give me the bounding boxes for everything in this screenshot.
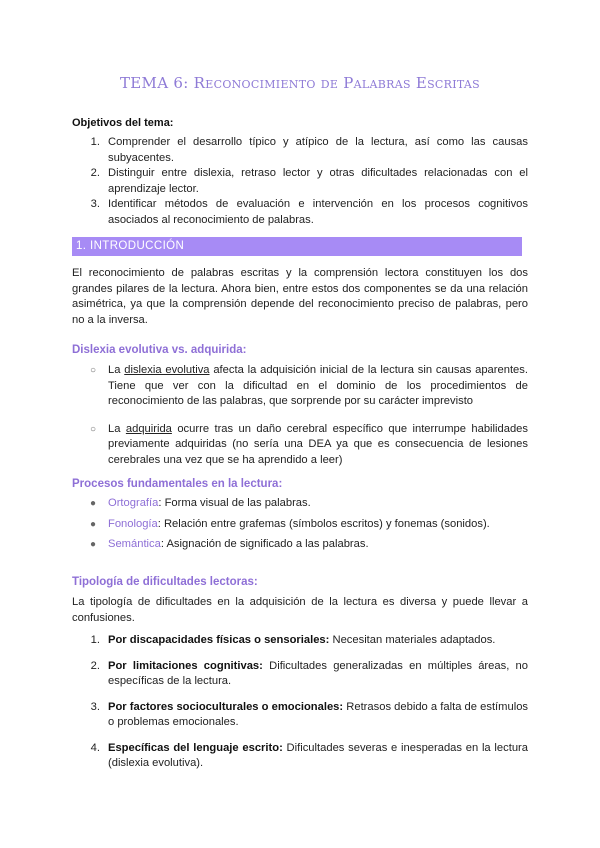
dyslexia-list [90, 363, 528, 468]
objectives-heading: Objetivos del tema: [72, 117, 174, 129]
text: Dificultades generalizadas en múltiples áreas, no específicas de la lectura. [108, 659, 528, 687]
typology-list [72, 633, 528, 782]
filled-bullet-icon: ● [90, 539, 97, 550]
list-number: 1. [90, 634, 100, 646]
processes-heading: Procesos fundamentales en la lectura: [72, 478, 283, 490]
text: : Relación entre grafemas (símbolos escritos) y fonemas (sonidos). [157, 517, 490, 530]
list-item [72, 135, 528, 166]
list-number: 2. [90, 659, 100, 672]
list-number: 3. [90, 198, 100, 210]
list-item [72, 197, 528, 228]
page-title: TEMA 6: Reconocimiento de Palabras Escritas [120, 74, 480, 92]
list-number: 4. [90, 741, 100, 754]
section-heading-bar [72, 237, 522, 256]
list-item [90, 537, 528, 553]
process-term: Semántica [108, 538, 161, 550]
list-item [90, 517, 528, 533]
text: : Forma visual de las palabras. [158, 497, 311, 509]
list-number: 3. [90, 700, 100, 713]
text: La [108, 364, 125, 376]
intro-paragraph: El reconocimiento de palabras escritas y la comprensión lectora constituyen los dos grandes pilares de la lectura. Ahora bien, entre estos dos componentes se da una relación asimétrica, ya que la comprensión depende del reconocimiento preciso de palabras, pero no a la inversa. [72, 267, 528, 326]
underlined-term: dislexia evolutiva [124, 364, 210, 376]
process-term: Ortografía [108, 497, 159, 509]
text: Retrasos debido a falta de estímulos o problemas emocionales. [108, 700, 529, 728]
bold-label: Por limitaciones cognitivas: [108, 659, 263, 672]
text: ocurre tras un daño cerebral específico que interrumpe habilidades previamente adquiridas (no sería una DEA ya que es consecuencia de lesiones cerebrales una vez que se ha aprendido a leer) [108, 422, 528, 466]
bold-label: Por factores socioculturales o emocionales: [108, 700, 344, 713]
typology-paragraph: La tipología de dificultades en la adquisición de la lectura es diversa y puede llevar a confusiones. [72, 596, 528, 624]
list-item [72, 166, 528, 197]
list-item [72, 633, 528, 649]
process-term: Fonología [108, 517, 158, 530]
list-item [90, 496, 528, 512]
list-item [72, 659, 528, 690]
list-number: 2. [90, 167, 100, 179]
circle-bullet-icon: ○ [90, 365, 97, 376]
section-heading: 1. INTRODUCCIÓN [76, 240, 185, 252]
filled-bullet-icon: ● [90, 498, 97, 509]
list-item [72, 741, 528, 772]
dyslexia-heading: Dislexia evolutiva vs. adquirida: [72, 344, 247, 356]
text: : Asignación de significado a las palabras. [160, 538, 369, 550]
circle-bullet-icon: ○ [90, 423, 97, 435]
typology-heading: Tipología de dificultades lectoras: [72, 576, 258, 588]
text: La [108, 422, 126, 435]
list-item [90, 422, 528, 469]
text: Dificultades severas e inesperadas en la lectura (dislexia evolutiva). [108, 741, 528, 769]
list-text: Identificar métodos de evaluación e intervención en los procesos cognitivos asociados al reconocimiento de palabras. [108, 198, 528, 226]
text: Necesitan materiales adaptados. [329, 634, 496, 646]
bold-label: Específicas del lenguaje escrito: [108, 741, 283, 754]
processes-list [90, 496, 528, 553]
text: afecta la adquisición inicial de la lectura sin causas aparentes. Tiene que ver con la dificultad en el dominio de los procedimientos de reconocimiento de las palabras, que sorprende por su carácter imprevisto [108, 364, 528, 407]
filled-bullet-icon: ● [90, 518, 97, 530]
bold-label: Por discapacidades físicas o sensoriales: [108, 634, 330, 646]
list-item [90, 363, 528, 410]
objectives-list [72, 135, 528, 228]
underlined-term: adquirida [125, 422, 172, 435]
list-number: 1. [90, 136, 100, 148]
list-text: Distinguir entre dislexia, retraso lector y otras dificultades relacionadas con el aprendizaje lector. [108, 167, 528, 195]
list-text: Comprender el desarrollo típico y atípico de la lectura, así como las causas subyacentes. [108, 136, 528, 164]
list-item [72, 700, 528, 731]
